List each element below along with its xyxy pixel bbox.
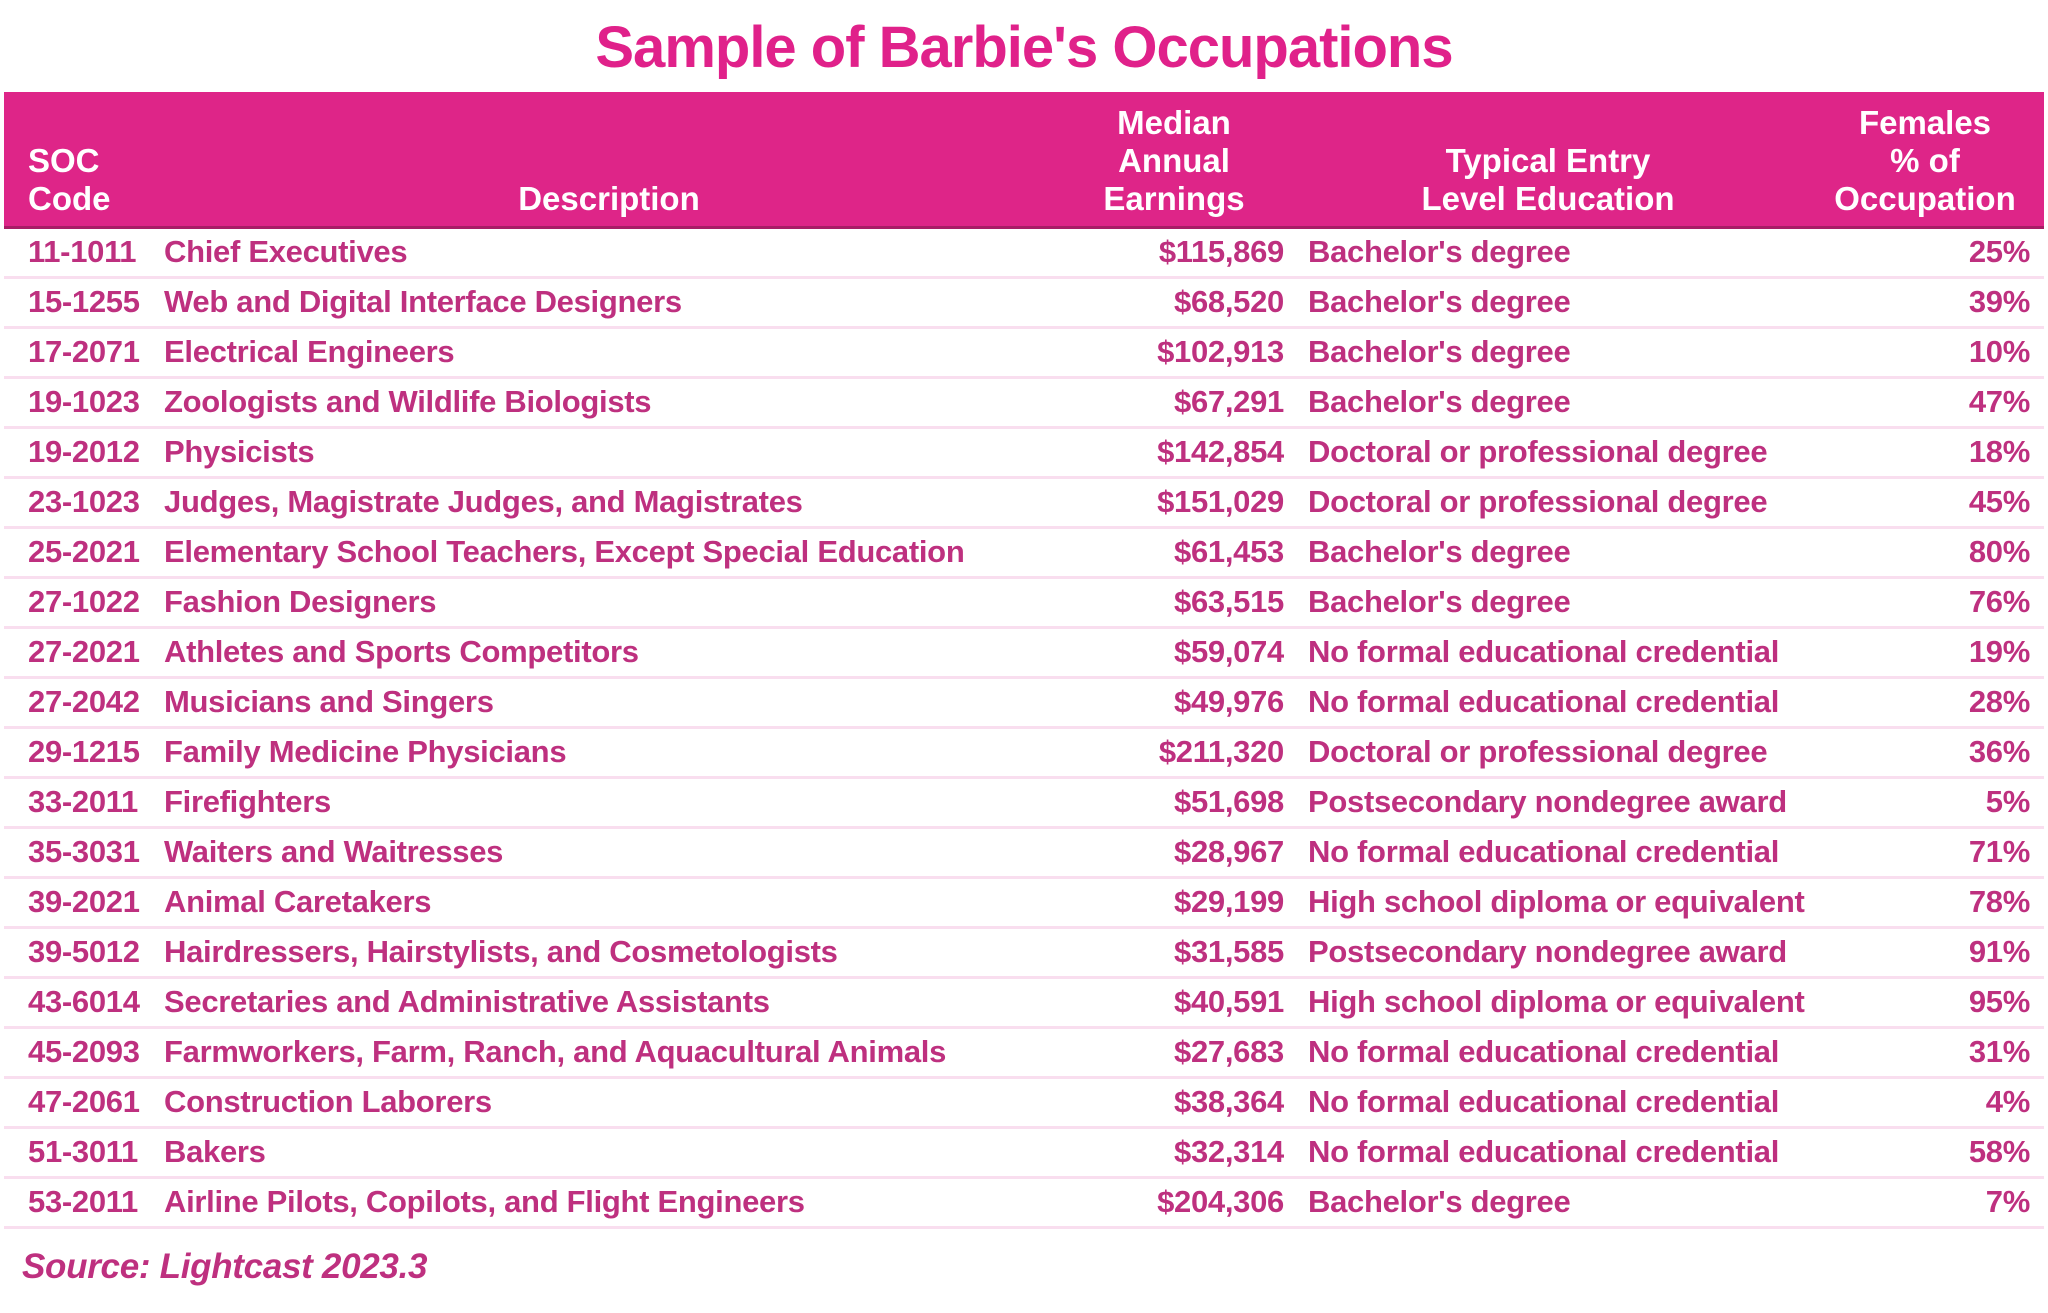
females-pct-cell: 71% — [1812, 827, 2044, 877]
education-cell: No formal educational credential — [1284, 1027, 1812, 1077]
education-cell: Postsecondary nondegree award — [1284, 927, 1812, 977]
soc-code-cell: 17-2071 — [4, 327, 154, 377]
description-cell: Chief Executives — [154, 227, 1064, 277]
education-cell: Bachelor's degree — [1284, 377, 1812, 427]
earnings-cell: $151,029 — [1064, 477, 1284, 527]
earnings-cell: $68,520 — [1064, 277, 1284, 327]
table-row — [4, 477, 2044, 527]
description-cell: Family Medicine Physicians — [154, 727, 1064, 777]
earnings-cell: $61,453 — [1064, 527, 1284, 577]
females-pct-cell: 95% — [1812, 977, 2044, 1027]
soc-code-cell: 15-1255 — [4, 277, 154, 327]
earnings-cell: $211,320 — [1064, 727, 1284, 777]
soc-code-cell: 53-2011 — [4, 1177, 154, 1227]
females-pct-cell: 19% — [1812, 627, 2044, 677]
soc-code-cell: 27-1022 — [4, 577, 154, 627]
females-pct-cell: 25% — [1812, 227, 2044, 277]
column-header-median-annual-earnings — [1064, 92, 1284, 228]
soc-code-cell: 43-6014 — [4, 977, 154, 1027]
females-pct-cell: 31% — [1812, 1027, 2044, 1077]
column-header-typical-entry-level-education — [1284, 92, 1812, 228]
description-cell: Judges, Magistrate Judges, and Magistrates — [154, 477, 1064, 527]
education-cell: Bachelor's degree — [1284, 1177, 1812, 1227]
earnings-cell: $102,913 — [1064, 327, 1284, 377]
females-pct-cell: 36% — [1812, 727, 2044, 777]
earnings-cell: $63,515 — [1064, 577, 1284, 627]
header-line: Level Education — [1421, 179, 1675, 217]
females-pct-cell: 78% — [1812, 877, 2044, 927]
females-pct-cell: 76% — [1812, 577, 2044, 627]
table-row — [4, 277, 2044, 327]
table-row — [4, 1127, 2044, 1177]
table-row — [4, 1027, 2044, 1077]
soc-code-cell: 19-2012 — [4, 427, 154, 477]
females-pct-cell: 58% — [1812, 1127, 2044, 1177]
earnings-cell: $38,364 — [1064, 1077, 1284, 1127]
description-cell: Hairdressers, Hairstylists, and Cosmetologists — [154, 927, 1064, 977]
table-row — [4, 327, 2044, 377]
females-pct-cell: 39% — [1812, 277, 2044, 327]
earnings-cell: $204,306 — [1064, 1177, 1284, 1227]
earnings-cell: $67,291 — [1064, 377, 1284, 427]
table-row — [4, 727, 2044, 777]
earnings-cell: $49,976 — [1064, 677, 1284, 727]
header-line: Females — [1858, 103, 1992, 141]
description-cell: Construction Laborers — [154, 1077, 1064, 1127]
description-cell: Elementary School Teachers, Except Special Education — [154, 527, 1064, 577]
table-row — [4, 527, 2044, 577]
description-cell: Farmworkers, Farm, Ranch, and Aquacultural Animals — [154, 1027, 1064, 1077]
description-cell: Fashion Designers — [154, 577, 1064, 627]
soc-code-cell: 39-2021 — [4, 877, 154, 927]
earnings-cell: $27,683 — [1064, 1027, 1284, 1077]
header-line: SOC — [28, 141, 100, 179]
soc-code-cell: 47-2061 — [4, 1077, 154, 1127]
earnings-cell: $51,698 — [1064, 777, 1284, 827]
females-pct-cell: 45% — [1812, 477, 2044, 527]
females-pct-cell: 28% — [1812, 677, 2044, 727]
education-cell: Bachelor's degree — [1284, 227, 1812, 277]
header-line: Occupation — [1834, 179, 2016, 217]
soc-code-cell: 27-2042 — [4, 677, 154, 727]
soc-code-cell: 25-2021 — [4, 527, 154, 577]
soc-code-cell: 27-2021 — [4, 627, 154, 677]
females-pct-cell: 47% — [1812, 377, 2044, 427]
table-row — [4, 927, 2044, 977]
education-cell: Bachelor's degree — [1284, 527, 1812, 577]
description-cell: Physicists — [154, 427, 1064, 477]
source-note: Source: Lightcast 2023.3 — [22, 1246, 428, 1286]
females-pct-cell: 10% — [1812, 327, 2044, 377]
description-cell: Waiters and Waitresses — [154, 827, 1064, 877]
soc-code-cell: 33-2011 — [4, 777, 154, 827]
column-header-females-pct-of-occupation — [1812, 92, 2044, 228]
soc-code-cell: 29-1215 — [4, 727, 154, 777]
earnings-cell: $29,199 — [1064, 877, 1284, 927]
table-row — [4, 627, 2044, 677]
education-cell: No formal educational credential — [1284, 677, 1812, 727]
table-row — [4, 877, 2044, 927]
table-row — [4, 977, 2044, 1027]
description-cell: Athletes and Sports Competitors — [154, 627, 1064, 677]
description-cell: Web and Digital Interface Designers — [154, 277, 1064, 327]
soc-code-cell: 45-2093 — [4, 1027, 154, 1077]
earnings-cell: $59,074 — [1064, 627, 1284, 677]
header-line: Annual — [1118, 141, 1230, 179]
education-cell: No formal educational credential — [1284, 627, 1812, 677]
earnings-cell: $28,967 — [1064, 827, 1284, 877]
header-line: Median — [1117, 103, 1231, 141]
description-cell: Firefighters — [154, 777, 1064, 827]
description-cell: Musicians and Singers — [154, 677, 1064, 727]
soc-code-cell: 51-3011 — [4, 1127, 154, 1177]
earnings-cell: $40,591 — [1064, 977, 1284, 1027]
females-pct-cell: 91% — [1812, 927, 2044, 977]
table-row — [4, 377, 2044, 427]
education-cell: Bachelor's degree — [1284, 277, 1812, 327]
education-cell: Postsecondary nondegree award — [1284, 777, 1812, 827]
description-cell: Bakers — [154, 1127, 1064, 1177]
females-pct-cell: 4% — [1812, 1077, 2044, 1127]
earnings-cell: $115,869 — [1064, 227, 1284, 277]
soc-code-cell: 19-1023 — [4, 377, 154, 427]
table-row — [4, 777, 2044, 827]
header-row — [4, 92, 2044, 228]
earnings-cell: $142,854 — [1064, 427, 1284, 477]
table-row — [4, 227, 2044, 277]
education-cell: No formal educational credential — [1284, 1127, 1812, 1177]
education-cell: Doctoral or professional degree — [1284, 727, 1812, 777]
education-cell: High school diploma or equivalent — [1284, 877, 1812, 927]
soc-code-cell: 23-1023 — [4, 477, 154, 527]
females-pct-cell: 5% — [1812, 777, 2044, 827]
header-line: Code — [28, 179, 111, 217]
table-row — [4, 1177, 2044, 1227]
education-cell: Doctoral or professional degree — [1284, 427, 1812, 477]
females-pct-cell: 7% — [1812, 1177, 2044, 1227]
table-row — [4, 827, 2044, 877]
education-cell: Doctoral or professional degree — [1284, 477, 1812, 527]
header-line: Earnings — [1103, 179, 1245, 217]
education-cell: No formal educational credential — [1284, 827, 1812, 877]
description-cell: Secretaries and Administrative Assistants — [154, 977, 1064, 1027]
occupations-table — [4, 92, 2044, 1229]
header-line: Description — [518, 179, 700, 217]
description-cell: Airline Pilots, Copilots, and Flight Engineers — [154, 1177, 1064, 1227]
education-cell: Bachelor's degree — [1284, 577, 1812, 627]
education-cell: Bachelor's degree — [1284, 327, 1812, 377]
soc-code-cell: 39-5012 — [4, 927, 154, 977]
table-row — [4, 1077, 2044, 1127]
soc-code-cell: 35-3031 — [4, 827, 154, 877]
education-cell: High school diploma or equivalent — [1284, 977, 1812, 1027]
table-row — [4, 577, 2044, 627]
table-row — [4, 677, 2044, 727]
soc-code-cell: 11-1011 — [4, 227, 154, 277]
description-cell: Animal Caretakers — [154, 877, 1064, 927]
page-title: Sample of Barbie's Occupations — [595, 15, 1453, 80]
earnings-cell: $31,585 — [1064, 927, 1284, 977]
description-cell: Zoologists and Wildlife Biologists — [154, 377, 1064, 427]
females-pct-cell: 80% — [1812, 527, 2044, 577]
description-cell: Electrical Engineers — [154, 327, 1064, 377]
column-header-soc-code — [4, 92, 154, 228]
table-row — [4, 427, 2044, 477]
females-pct-cell: 18% — [1812, 427, 2044, 477]
header-line: Typical Entry — [1445, 141, 1651, 179]
earnings-cell: $32,314 — [1064, 1127, 1284, 1177]
column-header-description — [154, 92, 1064, 228]
header-line: % of — [1890, 141, 1960, 179]
education-cell: No formal educational credential — [1284, 1077, 1812, 1127]
